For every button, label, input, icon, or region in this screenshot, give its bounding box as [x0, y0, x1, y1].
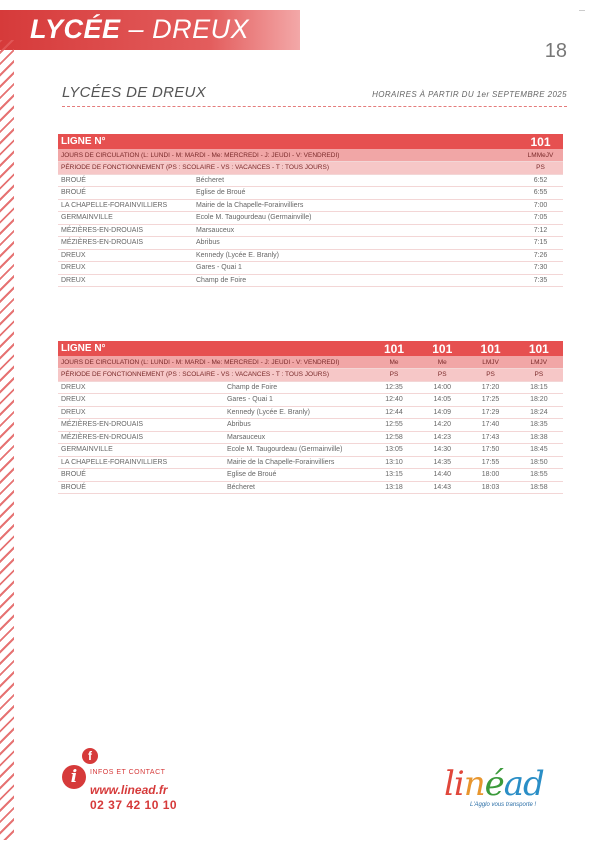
time-cell: 6:55 — [518, 187, 563, 200]
days-row — [58, 356, 563, 369]
commune-cell: BROUÉ — [58, 174, 193, 187]
table-row — [58, 199, 563, 212]
time-cell: 14:35 — [418, 456, 466, 469]
line-number: 101 — [370, 341, 418, 356]
timetable-morning — [58, 134, 563, 287]
period-value: PS — [418, 369, 466, 382]
table-row — [58, 431, 563, 444]
time-cell: 14:40 — [418, 469, 466, 482]
table-row — [58, 469, 563, 482]
stop-cell: Kennedy (Lycée E. Branly) — [193, 249, 518, 262]
logo-part: n — [463, 764, 485, 804]
info-contact-label: INFOS ET CONTACT — [90, 769, 166, 776]
commune-cell: DREUX — [58, 394, 224, 407]
days-value: Me — [418, 356, 466, 369]
time-cell: 17:43 — [466, 431, 514, 444]
line-number: 101 — [518, 134, 563, 149]
title-main: LYCÉE — [30, 14, 121, 44]
commune-cell: MÉZIÈRES-EN-DROUAIS — [58, 431, 224, 444]
period-label: PÉRIODE DE FONCTIONNEMENT (PS : SCOLAIRE - VS : VACANCES - T : TOUS JOURS) — [58, 162, 518, 175]
line-header-row — [58, 134, 563, 149]
days-value: LMJV — [466, 356, 514, 369]
table-row — [58, 419, 563, 432]
time-cell: 14:05 — [418, 394, 466, 407]
line-number: 101 — [515, 341, 563, 356]
days-row — [58, 149, 563, 162]
time-cell: 17:55 — [466, 456, 514, 469]
linead-logo — [444, 764, 544, 804]
stop-cell: Abribus — [193, 237, 518, 250]
commune-cell: BROUÉ — [58, 481, 224, 494]
corner-mark — [579, 10, 585, 16]
period-row — [58, 369, 563, 382]
time-cell: 7:15 — [518, 237, 563, 250]
table-row — [58, 224, 563, 237]
commune-cell: DREUX — [58, 381, 224, 394]
stop-cell: Abribus — [224, 419, 370, 432]
time-cell: 18:03 — [466, 481, 514, 494]
stop-cell: Mairie de la Chapelle-Forainvilliers — [224, 456, 370, 469]
commune-cell: LA CHAPELLE-FORAINVILLIERS — [58, 456, 224, 469]
header-banner — [0, 10, 300, 50]
time-cell: 12:40 — [370, 394, 418, 407]
time-cell: 12:55 — [370, 419, 418, 432]
time-cell: 7:00 — [518, 199, 563, 212]
period-row — [58, 162, 563, 175]
stop-cell: Kennedy (Lycée E. Branly) — [224, 406, 370, 419]
time-cell: 14:09 — [418, 406, 466, 419]
period-label: PÉRIODE DE FONCTIONNEMENT (PS : SCOLAIRE - VS : VACANCES - T : TOUS JOURS) — [58, 369, 370, 382]
table-row — [58, 481, 563, 494]
commune-cell: DREUX — [58, 274, 193, 287]
facebook-icon[interactable]: f — [82, 748, 98, 764]
days-label: JOURS DE CIRCULATION (L: LUNDI - M: MARDI - Me: MERCREDI - J: JEUDI - V: VENDREDI) — [58, 149, 518, 162]
stop-cell: Eglise de Broué — [193, 187, 518, 200]
table-row — [58, 174, 563, 187]
commune-cell: DREUX — [58, 262, 193, 275]
table-row — [58, 212, 563, 225]
table-row — [58, 262, 563, 275]
commune-cell: DREUX — [58, 406, 224, 419]
decorative-stripes — [0, 40, 14, 840]
stop-cell: Bécheret — [224, 481, 370, 494]
commune-cell: BROUÉ — [58, 187, 193, 200]
title-dash: – — [128, 14, 145, 44]
commune-cell: LA CHAPELLE-FORAINVILLIERS — [58, 199, 193, 212]
title-city: DREUX — [152, 14, 250, 44]
logo-part: ad — [503, 764, 544, 804]
logo-tagline: L'Agglo vous transporte ! — [470, 802, 537, 808]
time-cell: 17:25 — [466, 394, 514, 407]
section-subtitle: HORAIRES À PARTIR DU 1er SEPTEMBRE 2025 — [372, 90, 567, 99]
time-cell: 14:23 — [418, 431, 466, 444]
stop-cell: Ecole M. Taugourdeau (Germainville) — [224, 444, 370, 457]
stop-cell: Eglise de Broué — [224, 469, 370, 482]
time-cell: 18:55 — [515, 469, 563, 482]
days-value: LMMeJV — [518, 149, 563, 162]
table-row — [58, 406, 563, 419]
stop-cell: Bécheret — [193, 174, 518, 187]
time-cell: 18:38 — [515, 431, 563, 444]
time-cell: 7:05 — [518, 212, 563, 225]
commune-cell: BROUÉ — [58, 469, 224, 482]
time-cell: 18:15 — [515, 381, 563, 394]
table-row — [58, 249, 563, 262]
phone-number: 02 37 42 10 10 — [90, 798, 178, 812]
timetable-morning-rows — [58, 174, 563, 287]
time-cell: 12:35 — [370, 381, 418, 394]
days-value: LMJV — [515, 356, 563, 369]
line-label: LIGNE N° — [58, 134, 518, 149]
table-row — [58, 456, 563, 469]
time-cell: 18:45 — [515, 444, 563, 457]
stop-cell: Ecole M. Taugourdeau (Germainville) — [193, 212, 518, 225]
commune-cell: MÉZIÈRES-EN-DROUAIS — [58, 224, 193, 237]
table-row — [58, 394, 563, 407]
line-label: LIGNE N° — [58, 341, 370, 356]
table-row — [58, 381, 563, 394]
website-link[interactable]: www.linead.fr — [90, 783, 168, 797]
time-cell: 14:43 — [418, 481, 466, 494]
time-cell: 18:58 — [515, 481, 563, 494]
info-icon: i — [62, 765, 86, 789]
days-value: Me — [370, 356, 418, 369]
time-cell: 13:15 — [370, 469, 418, 482]
logo-part: li — [444, 764, 464, 804]
logo-part: é — [484, 764, 504, 804]
time-cell: 17:50 — [466, 444, 514, 457]
page-number: 18 — [544, 40, 567, 62]
time-cell: 18:24 — [515, 406, 563, 419]
period-value: PS — [515, 369, 563, 382]
time-cell: 17:29 — [466, 406, 514, 419]
time-cell: 18:20 — [515, 394, 563, 407]
days-label: JOURS DE CIRCULATION (L: LUNDI - M: MARDI - Me: MERCREDI - J: JEUDI - V: VENDREDI) — [58, 356, 370, 369]
table-row — [58, 274, 563, 287]
line-number: 101 — [418, 341, 466, 356]
time-cell: 17:40 — [466, 419, 514, 432]
time-cell: 17:20 — [466, 381, 514, 394]
line-header-row — [58, 341, 563, 356]
table-row — [58, 187, 563, 200]
time-cell: 18:50 — [515, 456, 563, 469]
stop-cell: Gares - Quai 1 — [224, 394, 370, 407]
period-value: PS — [466, 369, 514, 382]
time-cell: 6:52 — [518, 174, 563, 187]
time-cell: 7:12 — [518, 224, 563, 237]
time-cell: 7:30 — [518, 262, 563, 275]
timetable-afternoon-rows — [58, 381, 563, 494]
stop-cell: Mairie de la Chapelle-Forainvilliers — [193, 199, 518, 212]
time-cell: 13:05 — [370, 444, 418, 457]
time-cell: 14:30 — [418, 444, 466, 457]
stop-cell: Champ de Foire — [224, 381, 370, 394]
time-cell: 14:20 — [418, 419, 466, 432]
time-cell: 13:10 — [370, 456, 418, 469]
commune-cell: GERMAINVILLE — [58, 212, 193, 225]
period-value: PS — [518, 162, 563, 175]
time-cell: 7:26 — [518, 249, 563, 262]
time-cell: 12:58 — [370, 431, 418, 444]
stop-cell: Marsauceux — [193, 224, 518, 237]
stop-cell: Marsauceux — [224, 431, 370, 444]
commune-cell: MÉZIÈRES-EN-DROUAIS — [58, 237, 193, 250]
line-number: 101 — [466, 341, 514, 356]
period-value: PS — [370, 369, 418, 382]
page-title — [30, 14, 249, 45]
stop-cell: Gares - Quai 1 — [193, 262, 518, 275]
table-row — [58, 237, 563, 250]
time-cell: 18:00 — [466, 469, 514, 482]
time-cell: 13:18 — [370, 481, 418, 494]
section-title: LYCÉES DE DREUX — [62, 84, 206, 101]
commune-cell: DREUX — [58, 249, 193, 262]
timetable-afternoon — [58, 341, 563, 494]
time-cell: 12:44 — [370, 406, 418, 419]
section-divider — [62, 106, 567, 107]
commune-cell: GERMAINVILLE — [58, 444, 224, 457]
time-cell: 14:00 — [418, 381, 466, 394]
stop-cell: Champ de Foire — [193, 274, 518, 287]
time-cell: 18:35 — [515, 419, 563, 432]
commune-cell: MÉZIÈRES-EN-DROUAIS — [58, 419, 224, 432]
table-row — [58, 444, 563, 457]
time-cell: 7:35 — [518, 274, 563, 287]
